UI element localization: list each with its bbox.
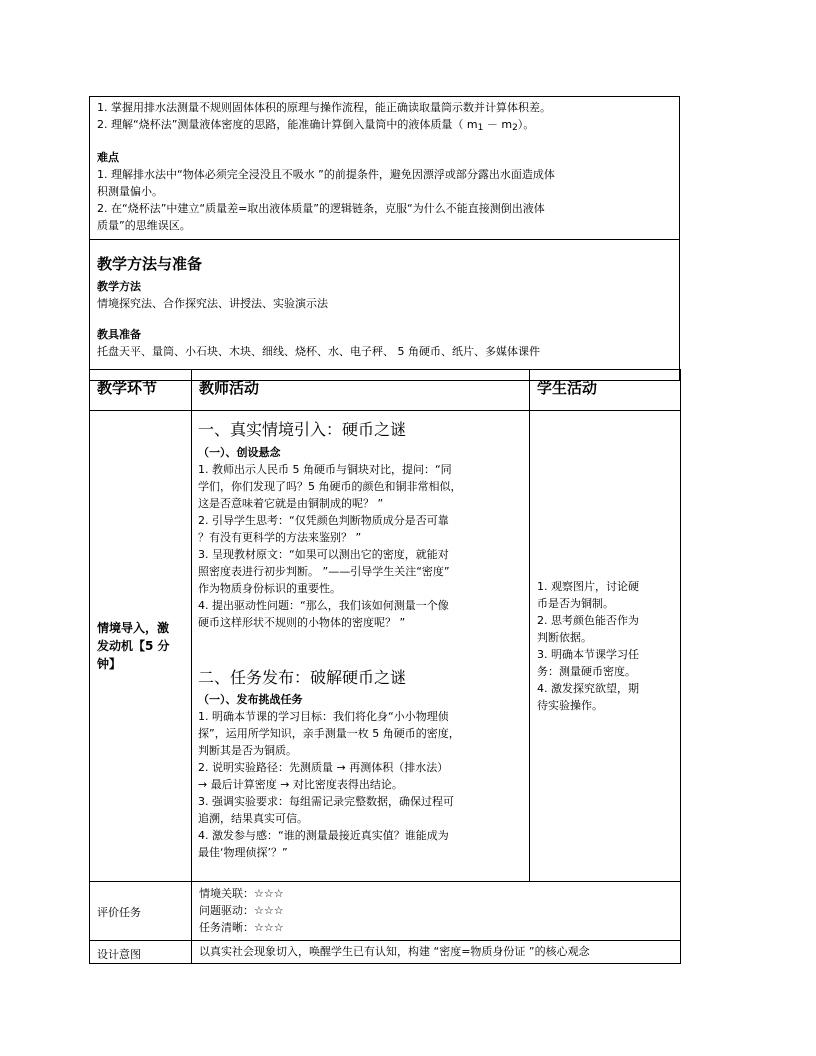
part2-line: 4. 激发参与感：“谁的测量最接近真实值？谁能成为 <box>198 829 449 842</box>
difficulty-2-line-1: 2. 在“烧杯法”中建立“质量差=取出液体质量”的逻辑链条，克服“为什么不能直接测倒出液体 <box>97 202 545 215</box>
student-line: 2. 思考颜色能否作为 <box>537 614 639 627</box>
tools-title: 教具准备 <box>97 328 141 341</box>
part2-title: 二、任务发布：破解硬币之谜 <box>198 668 407 687</box>
design-label: 设计意图 <box>97 948 141 961</box>
student-line: 判断依据。 <box>537 631 592 644</box>
student-line: 币是否为铜制。 <box>537 597 614 610</box>
student-line: 1. 观察图片，讨论硬 <box>537 580 639 593</box>
part2-line: 探”，运用所学知识，亲手测量一枚 5 角硬币的密度， <box>198 727 460 740</box>
design-label-cell <box>90 941 192 964</box>
student-line: 务：测量硬币密度。 <box>537 665 636 678</box>
part1-body <box>198 461 529 631</box>
stage-label-line-2: 发动机【5 分 <box>97 639 170 653</box>
part1-line: 1. 教师出示人民币 5 角硬币与铜块对比，提问：“同 <box>198 463 452 476</box>
objectives-cell <box>90 97 680 240</box>
part2-line: 2. 说明实验路径：先测质量 → 再测体积（排水法） <box>198 761 449 774</box>
evaluation-item: 情境关联：☆☆☆ <box>199 887 284 900</box>
method-text: 情境探究法、合作探究法、讲授法、实验演示法 <box>97 297 328 310</box>
objective-1: 1. 掌握用排水法测量不规则固体体积的原理与操作流程，能正确读取量筒示数并计算体积差。 <box>97 101 551 114</box>
part2-line: 3. 强调实验要求：每组需记录完整数据，确保过程可 <box>198 795 454 808</box>
design-text: 以真实社会现象切入，唤醒学生已有认知，构建 “密度=物质身份证 ”的核心观念 <box>199 945 590 958</box>
method-title: 教学方法 <box>97 280 141 293</box>
evaluation-label-cell <box>90 882 192 941</box>
stage-label-line-3: 钟】 <box>97 657 122 671</box>
part2-line: 判断其是否为铜质。 <box>198 744 297 757</box>
teacher-activity-cell <box>192 411 530 882</box>
part1-line: 3. 呈现教材原文：“如果可以测出它的密度，就能对 <box>198 548 449 561</box>
student-activity-cell <box>530 411 681 882</box>
objectives-table <box>89 96 680 381</box>
part1-title: 一、真实情境引入：硬币之谜 <box>198 420 407 439</box>
part2-body <box>198 708 529 861</box>
part2-line: 追溯，结果真实可信。 <box>198 812 308 825</box>
tools-text: 托盘天平、量筒、小石块、木块、细线、烧杯、水、电子秤、 5 角硬币、纸片、多媒体课件 <box>97 345 540 358</box>
methods-cell <box>90 240 680 381</box>
header-stage: 教学环节 <box>90 370 192 411</box>
part2-subtitle: （一）、发布挑战任务 <box>198 693 303 706</box>
difficulty-1-line-1: 1. 理解排水法中“物体必须完全浸没且不吸水 ”的前提条件，避免因漂浮或部分露出水面造成体 <box>97 168 555 181</box>
difficulty-1-line-2: 积测量偏小。 <box>97 185 163 198</box>
part1-line: 硬币这样形状不规则的小物体的密度呢？ ” <box>198 616 406 629</box>
part1-line: 这是否意味着它就是由铜制成的呢？ ” <box>198 497 384 510</box>
difficulty-2-line-2: 质量”的思维误区。 <box>97 219 191 232</box>
evaluation-label: 评价任务 <box>97 906 141 919</box>
stage-label-cell <box>90 411 192 882</box>
header-student: 学生活动 <box>530 370 681 411</box>
stage-label-line-1: 情境导入，激 <box>97 621 170 635</box>
part1-line: 4. 提出驱动性问题：“那么，我们该如何测量一个像 <box>198 599 449 612</box>
activity-table <box>89 369 681 964</box>
student-line: 4. 激发探究欲望，期 <box>537 682 639 695</box>
evaluation-items-cell <box>192 882 681 941</box>
part2-line: → 最后计算密度 → 对比密度表得出结论。 <box>198 778 403 791</box>
design-text-cell <box>192 941 681 964</box>
student-line: 3. 明确本节课学习任 <box>537 648 639 661</box>
header-teacher: 教师活动 <box>192 370 530 411</box>
part2-line: 最佳‘物理侦探’？” <box>198 846 288 859</box>
difficulty-title: 难点 <box>97 151 119 164</box>
part1-line: 2. 引导学生思考：“仅凭颜色判断物质成分是否可靠 <box>198 514 449 527</box>
part1-subtitle: （一）、创设悬念 <box>198 446 281 459</box>
evaluation-item: 任务清晰：☆☆☆ <box>199 921 284 934</box>
student-line: 待实验操作。 <box>537 699 603 712</box>
part2-line: 1. 明确本节课的学习目标：我们将化身“小小物理侦 <box>198 710 449 723</box>
part1-line: 照密度表进行初步判断。 ”——引导学生关注“密度” <box>198 565 450 578</box>
part1-line: ？有没有更科学的方法来鉴别？ ” <box>198 531 362 544</box>
part1-line: 作为物质身份标识的重要性。 <box>198 582 341 595</box>
objective-2: 2. 理解“烧杯法”测量液体密度的思路，能准确计算倒入量筒中的液体质量（ $m_1 - m_2$）。 <box>97 118 535 133</box>
methods-section-title: 教学方法与准备 <box>97 255 203 273</box>
evaluation-item: 问题驱动：☆☆☆ <box>199 904 284 917</box>
part1-line: 学们，你们发现了吗？5 角硬币的颜色和铜非常相似， <box>198 480 462 493</box>
